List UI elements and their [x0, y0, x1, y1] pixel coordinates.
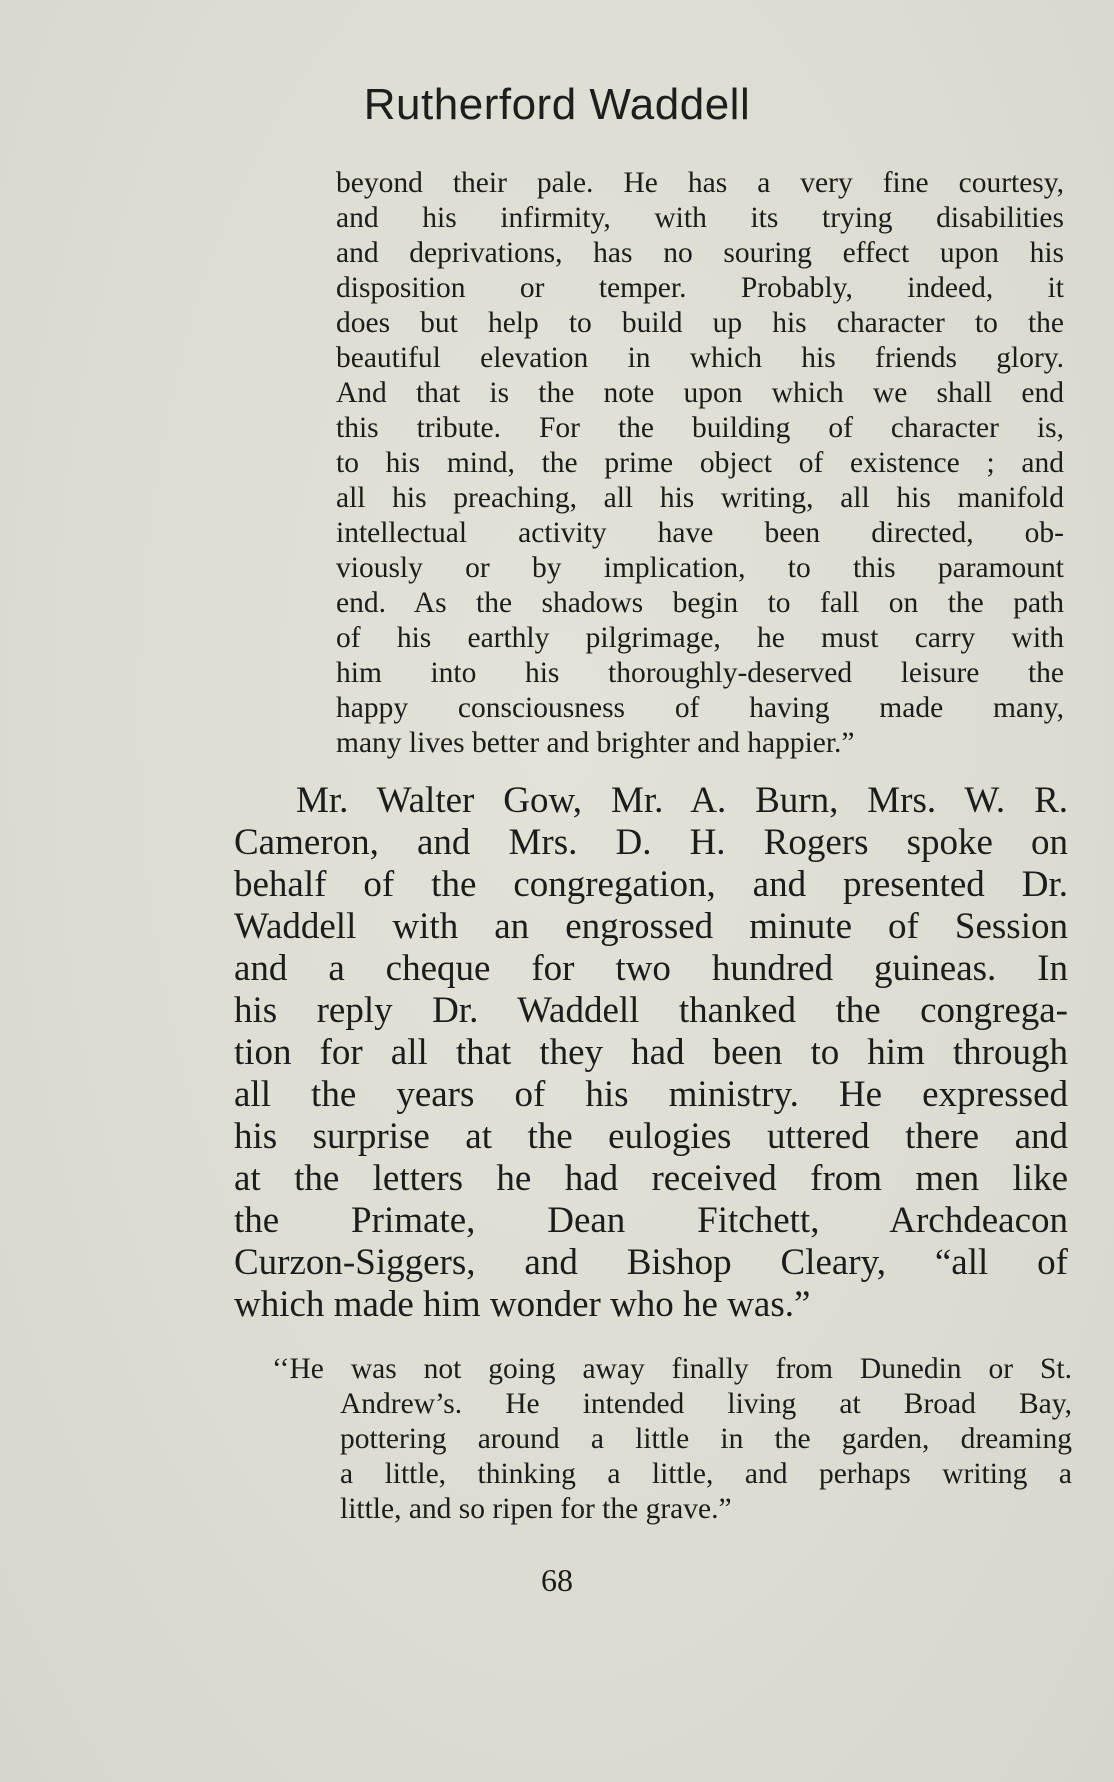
text-line: this tribute. For the building of character is, [336, 412, 1064, 444]
text-line: does but help to build up his character to the [336, 307, 1064, 339]
text-line: a little, thinking a little, and perhaps writing a [340, 1458, 1072, 1490]
closing-quote-block [272, 1352, 1072, 1527]
text-line: many lives better and brighter and happier.” [336, 727, 855, 759]
text-line: to his mind, the prime object of existence ; and [336, 447, 1064, 479]
text-line: viously or by implication, to this paramount [336, 552, 1064, 584]
text-line: tion for all that they had been to him through [234, 1032, 1068, 1073]
text-line: intellectual activity have been directed, ob- [336, 517, 1064, 549]
text-line: at the letters he had received from men like [234, 1158, 1068, 1199]
text-line: pottering around a little in the garden, dreaming [340, 1423, 1072, 1455]
quoted-tribute-block [336, 166, 1064, 761]
text-line: and a cheque for two hundred guineas. In [234, 948, 1068, 989]
text-line: beautiful elevation in which his friends glory. [336, 342, 1064, 374]
text-line: him into his thoroughly-deserved leisure the [336, 657, 1064, 689]
text-line: the Primate, Dean Fitchett, Archdeacon [234, 1200, 1068, 1241]
text-line: his reply Dr. Waddell thanked the congrega- [234, 990, 1068, 1031]
text-line: and deprivations, has no souring effect upon his [336, 237, 1064, 269]
text-line: his surprise at the eulogies uttered there and [234, 1116, 1068, 1157]
text-line: end. As the shadows begin to fall on the path [336, 587, 1064, 619]
text-line: which made him wonder who he was.” [234, 1284, 811, 1325]
text-line: And that is the note upon which we shall end [336, 377, 1064, 409]
text-line: Cameron, and Mrs. D. H. Rogers spoke on [234, 822, 1068, 863]
text-line: all the years of his ministry. He expressed [234, 1074, 1068, 1115]
text-line: happy consciousness of having made many, [336, 692, 1064, 724]
text-line: all his preaching, all his writing, all his manifold [336, 482, 1064, 514]
text-line: Curzon-Siggers, and Bishop Cleary, “all of [234, 1242, 1068, 1283]
text-line: ‘‘He was not going away finally from Dunedin or St. [272, 1353, 1072, 1385]
running-head: Rutherford Waddell [363, 80, 751, 129]
text-line: of his earthly pilgrimage, he must carry with [336, 622, 1064, 654]
main-paragraph [234, 780, 1068, 1326]
text-line: Waddell with an engrossed minute of Session [234, 906, 1068, 947]
text-line: behalf of the congregation, and presented Dr. [234, 864, 1068, 905]
text-line: Andrew’s. He intended living at Broad Bay, [340, 1388, 1072, 1420]
text-line: Mr. Walter Gow, Mr. A. Burn, Mrs. W. R. [296, 780, 1068, 821]
text-line: disposition or temper. Probably, indeed, it [336, 272, 1064, 304]
text-line: beyond their pale. He has a very fine courtesy, [336, 167, 1064, 199]
page-number: 68 [541, 1562, 573, 1598]
text-line: and his infirmity, with its trying disabilities [336, 202, 1064, 234]
text-line: little, and so ripen for the grave.” [340, 1493, 732, 1525]
